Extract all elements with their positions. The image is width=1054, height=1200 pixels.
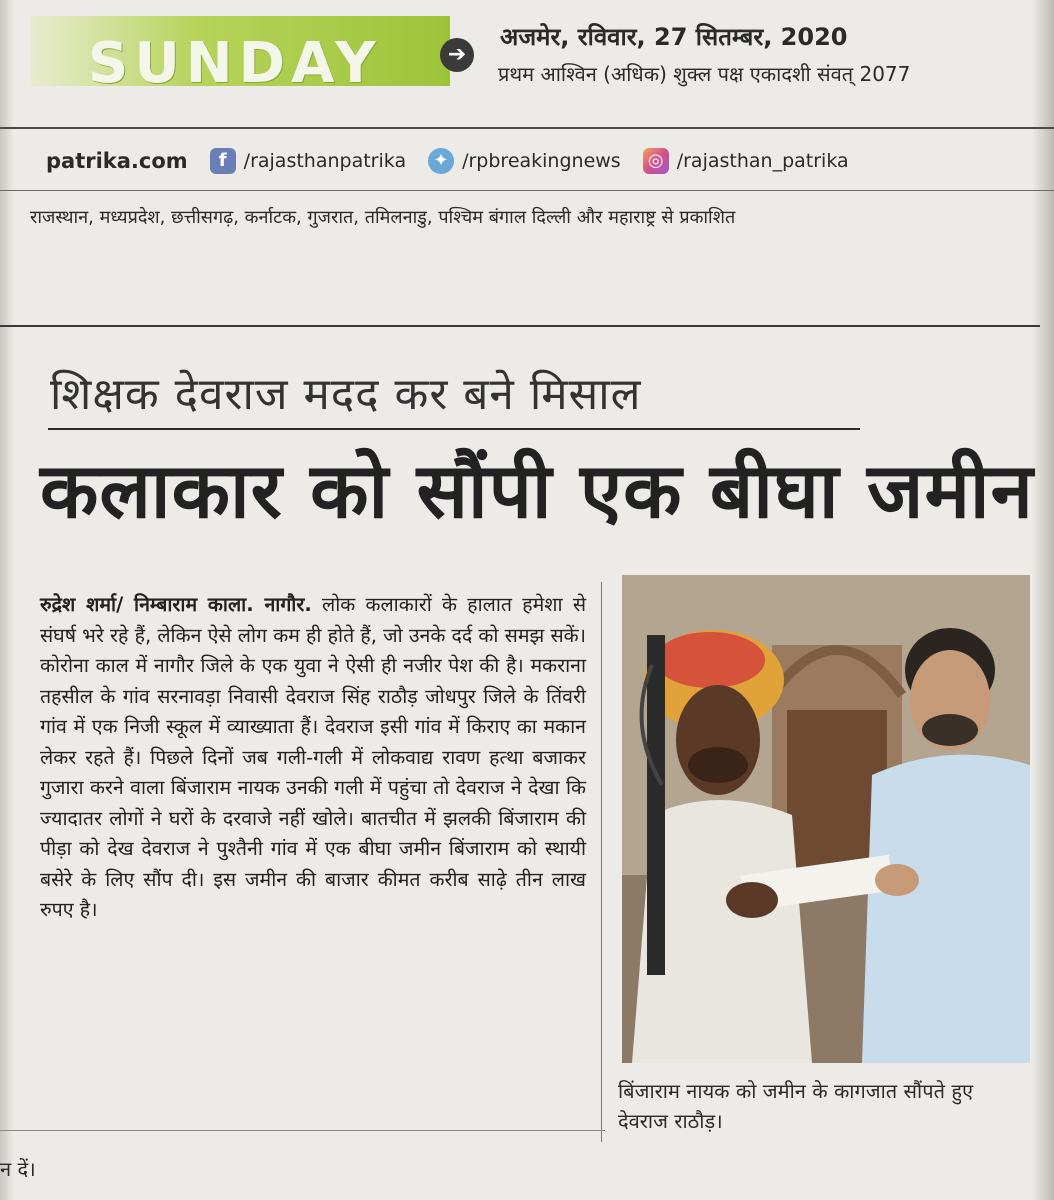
divider <box>0 325 1040 327</box>
divider <box>0 1130 605 1131</box>
page-right-shadow <box>1032 0 1054 1200</box>
photo-illustration <box>622 575 1030 1063</box>
social-links <box>46 146 871 176</box>
article-photo <box>622 575 1030 1063</box>
hindu-calendar-line: प्रथम आश्विन (अधिक) शुक्ल पक्ष एकादशी संवत् 2077 <box>498 62 911 86</box>
photo-caption: बिंजाराम नायक को जमीन के कागजात सौंपते हुए देवराज राठौड़। <box>618 1079 974 1133</box>
instagram-handle[interactable]: /rajasthan_patrika <box>676 150 849 172</box>
arrow-right-icon: ➔ <box>440 38 474 72</box>
article-kicker: शिक्षक देवराज मदद कर बने मिसाल <box>50 369 642 420</box>
section-label: SUNDAY <box>88 31 382 96</box>
sunday-banner <box>30 16 450 96</box>
editions-line: राजस्थान, मध्यप्रदेश, छत्तीसगढ़, कर्नाटक, गुजरात, तमिलनाडु, पश्चिम बंगाल दिल्ली और महाराष्ट्र से प्रकाशित <box>30 207 736 228</box>
kicker-underline <box>48 428 860 430</box>
divider <box>0 127 1054 129</box>
facebook-handle[interactable]: /rajasthanpatrika <box>243 150 407 172</box>
column-divider <box>601 582 602 1142</box>
website-link[interactable]: patrika.com <box>46 149 188 173</box>
article-text: लोक कलाकारों के हालात हमेशा से संघर्ष भरे रहे हैं, लेकिन ऐसे लोग कम ही होते हैं, जो उनके दर्द को समझ सकें। कोरोना काल में नागौर जिले के एक युवा ने ऐसी ही नजीर पेश की है। मकराना तहसील के गांव सरनावड़ा निवासी देवराज सिंह राठौड़ जोधपुर जिले के तिंवरी गांव में एक निजी स्कूल में व्याख्याता हैं। देवराज इसी गांव में किराए का मकान लेकर रहते हैं। पिछले दिनों जब गली-गली में लोकवाद्य रावण हत्था बजाकर गुजारा करने वाला बिंजाराम नायक उनकी गली में पहुंचा तो देवराज ने देखा कि ज्यादातर लोगों ने घरों के दरवाजे नहीं खोले। बातचीत में झलकी बिंजाराम की पीड़ा को देख देवराज ने पुश्तैनी गांव में एक बीघा जमीन बिंजाराम को स्थायी बसेरे के लिए सौंप दी। इस जमीन की बाजार कीमत करीब साढ़े तीन लाख रुपए है। <box>40 593 586 921</box>
page-left-shadow <box>0 0 14 1200</box>
twitter-icon: ✦ <box>428 148 454 174</box>
twitter-handle[interactable]: /rpbreakingnews <box>462 150 621 172</box>
divider <box>0 190 1054 191</box>
facebook-icon: f <box>210 148 236 174</box>
date-line: अजमेर, रविवार, 27 सितम्बर, 2020 <box>500 23 848 51</box>
byline: रुद्रेश शर्मा/ निम्बाराम काला. नागौर. <box>40 593 312 616</box>
instagram-icon: ◎ <box>643 148 669 174</box>
adjacent-article-fragment: न दें। <box>0 1157 36 1181</box>
article-headline: कलाकार को सौंपी एक बीघा जमीन <box>40 446 1034 535</box>
article-body <box>40 590 586 926</box>
